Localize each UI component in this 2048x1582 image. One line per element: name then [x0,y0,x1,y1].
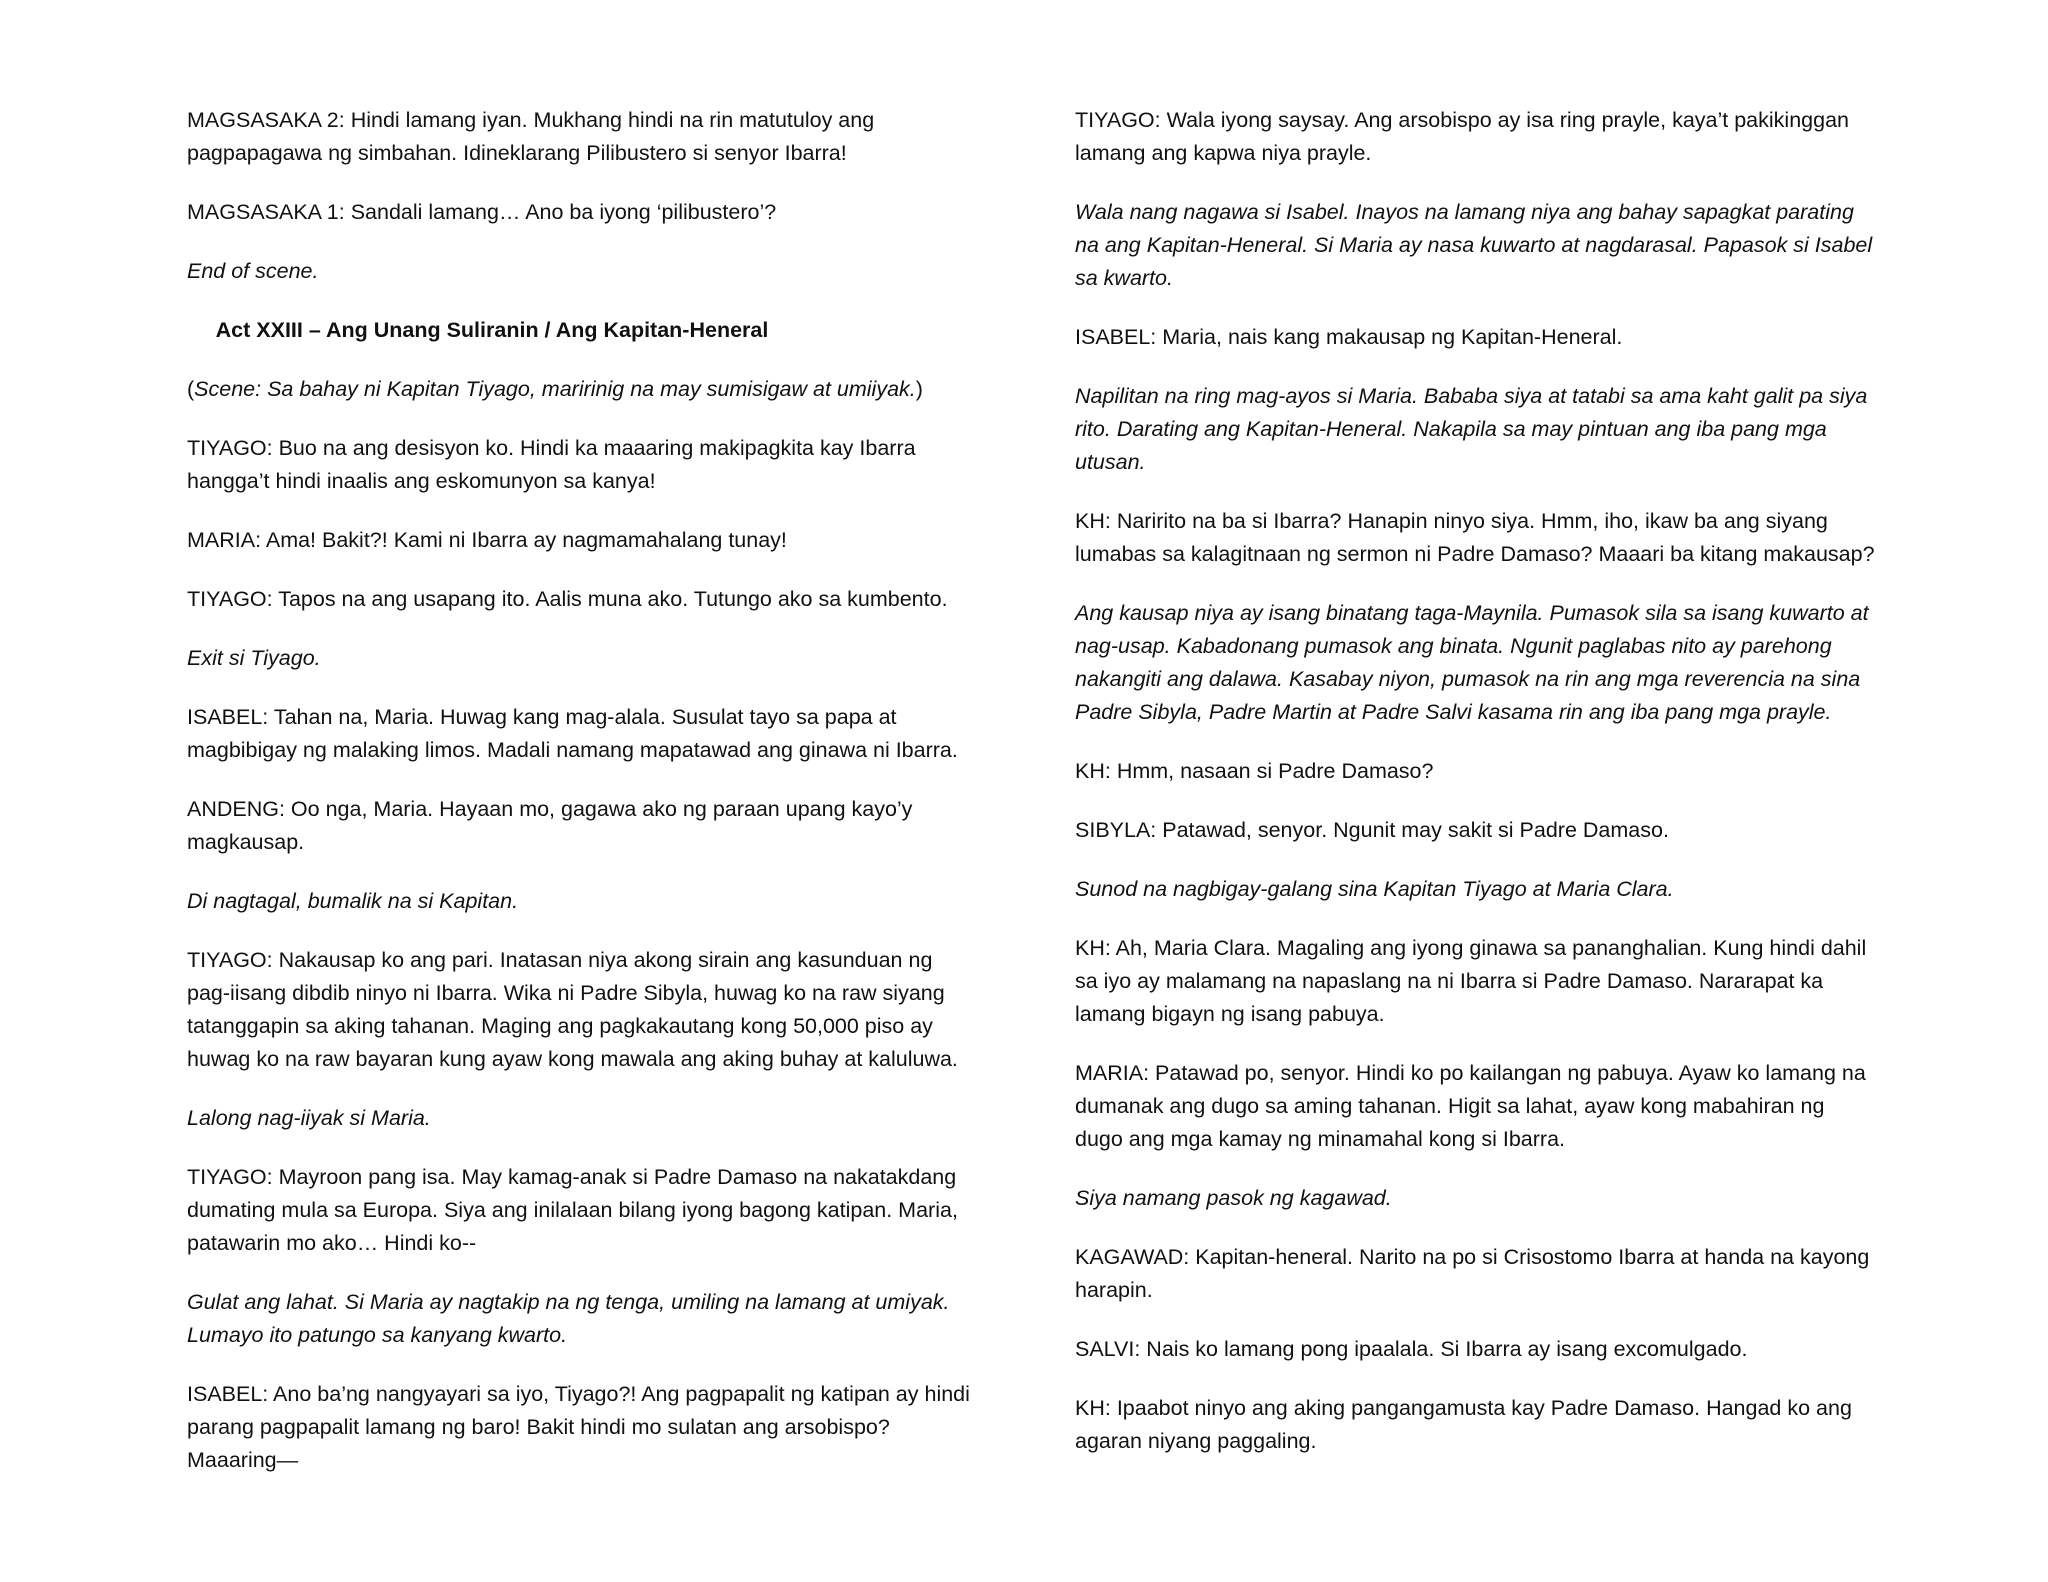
stage-direction: End of scene. [187,259,319,283]
dialogue-line: MAGSASAKA 1: Sandali lamang… Ano ba iyong ‘pilibustero’? [187,200,777,224]
scene-close-paren: ) [915,377,923,401]
right-column [1075,104,1875,1484]
dialogue-line: KAGAWAD: Kapitan-heneral. Narito na po si Crisostomo Ibarra at handa na kayong harapin. [1075,1245,1870,1302]
stage-direction: Wala nang nagawa si Isabel. Inayos na lamang niya ang bahay sapagkat parating na ang Kapitan-Heneral. Si Maria ay nasa kuwarto at nagdarasal. Papasok si Isabel sa kwarto. [1075,200,1873,290]
dialogue-line: TIYAGO: Buo na ang desisyon ko. Hindi ka maaaring makipagkita kay Ibarra hangga’t hindi inaalis ang eskomunyon sa kanya! [187,436,916,493]
scene-open-paren: ( [187,377,195,401]
dialogue-line: KH: Naririto na ba si Ibarra? Hanapin ninyo siya. Hmm, iho, ikaw ba ang siyang lumabas sa kalagitnaan ng sermon ni Padre Damaso? Maaari ba kitang makausap? [1075,509,1875,566]
dialogue-line: KH: Hmm, nasaan si Padre Damaso? [1075,759,1434,783]
dialogue-line: SIBYLA: Patawad, senyor. Ngunit may sakit si Padre Damaso. [1075,818,1669,842]
dialogue-line: ISABEL: Ano ba’ng nangyayari sa iyo, Tiyago?! Ang pagpapalit ng katipan ay hindi parang pagpapalit lamang ng baro! Bakit hindi mo sulatan ang arsobispo? Maaaring— [187,1382,970,1472]
dialogue-line: KH: Ipaabot ninyo ang aking pangangamusta kay Padre Damaso. Hangad ko ang agaran niyang paggaling. [1075,1396,1852,1453]
dialogue-line: ISABEL: Maria, nais kang makausap ng Kapitan-Heneral. [1075,325,1623,349]
scene-description [187,373,977,406]
dialogue-line: TIYAGO: Nakausap ko ang pari. Inatasan niya akong sirain ang kasunduan ng pag-iisang dibdib ninyo ni Ibarra. Wika ni Padre Sibyla, huwag ko na raw siyang tatanggapin sa aking tahanan. Maging ang pagkakautang kong 50,000 piso ay huwag ko na raw bayaran kung ayaw kong mawala ang aking buhay at kaluluwa. [187,948,958,1071]
stage-direction: Gulat ang lahat. Si Maria ay nagtakip na ng tenga, umiling na lamang at umiyak. Lumayo ito patungo sa kanyang kwarto. [187,1290,950,1347]
scene-text: Scene: Sa bahay ni Kapitan Tiyago, maririnig na may sumisigaw at umiiyak. [194,377,916,401]
stage-direction: Siya namang pasok ng kagawad. [1075,1186,1392,1210]
stage-direction: Lalong nag-iiyak si Maria. [187,1106,431,1130]
left-column [187,104,977,1503]
dialogue-line: MARIA: Ama! Bakit?! Kami ni Ibarra ay nagmamahalang tunay! [187,528,787,552]
act-heading: Act XXIII – Ang Unang Suliranin / Ang Kapitan-Heneral [215,318,769,342]
dialogue-line: SALVI: Nais ko lamang pong ipaalala. Si Ibarra ay isang excomulgado. [1075,1337,1748,1361]
dialogue-line: ANDENG: Oo nga, Maria. Hayaan mo, gagawa ako ng paraan upang kayo’y magkausap. [187,797,913,854]
stage-direction: Ang kausap niya ay isang binatang taga-Maynila. Pumasok sila sa isang kuwarto at nag-usap. Kabadonang pumasok ang binata. Ngunit paglabas nito ay parehong nakangiti ang dalawa. Kasabay niyon, pumasok na rin ang mga reverencia na sina Padre Sibyla, Padre Martin at Padre Salvi kasama rin ang iba pang mga prayle. [1075,601,1869,724]
dialogue-line: TIYAGO: Tapos na ang usapang ito. Aalis muna ako. Tutungo ako sa kumbento. [187,587,948,611]
stage-direction: Di nagtagal, bumalik na si Kapitan. [187,889,519,913]
dialogue-line: ISABEL: Tahan na, Maria. Huwag kang mag-alala. Susulat tayo sa papa at magbibigay ng malaking limos. Madali namang mapatawad ang ginawa ni Ibarra. [187,705,958,762]
stage-direction: Exit si Tiyago. [187,646,321,670]
dialogue-line: TIYAGO: Mayroon pang isa. May kamag-anak si Padre Damaso na nakatakdang dumating mula sa Europa. Siya ang inilalaan bilang iyong bagong katipan. Maria, patawarin mo ako… Hindi ko-- [187,1165,958,1255]
stage-direction: Sunod na nagbigay-galang sina Kapitan Tiyago at Maria Clara. [1075,877,1674,901]
dialogue-line: MAGSASAKA 2: Hindi lamang iyan. Mukhang hindi na rin matutuloy ang pagpapagawa ng simbahan. Idineklarang Pilibustero si senyor Ibarra! [187,108,875,165]
dialogue-line: KH: Ah, Maria Clara. Magaling ang iyong ginawa sa pananghalian. Kung hindi dahil sa iyo ay malamang na napaslang na ni Ibarra si Padre Damaso. Nararapat ka lamang bigayn ng isang pabuya. [1075,936,1867,1026]
dialogue-line: MARIA: Patawad po, senyor. Hindi ko po kailangan ng pabuya. Ayaw ko lamang na dumanak ang dugo sa aming tahanan. Higit sa lahat, ayaw kong mabahiran ng dugo ang mga kamay ng minamahal kong si Ibarra. [1075,1061,1866,1151]
stage-direction: Napilitan na ring mag-ayos si Maria. Bababa siya at tatabi sa ama kaht galit pa siya rito. Darating ang Kapitan-Heneral. Nakapila sa may pintuan ang iba pang mga utusan. [1075,384,1868,474]
dialogue-line: TIYAGO: Wala iyong saysay. Ang arsobispo ay isa ring prayle, kaya’t pakikinggan lamang ang kapwa niya prayle. [1075,108,1849,165]
